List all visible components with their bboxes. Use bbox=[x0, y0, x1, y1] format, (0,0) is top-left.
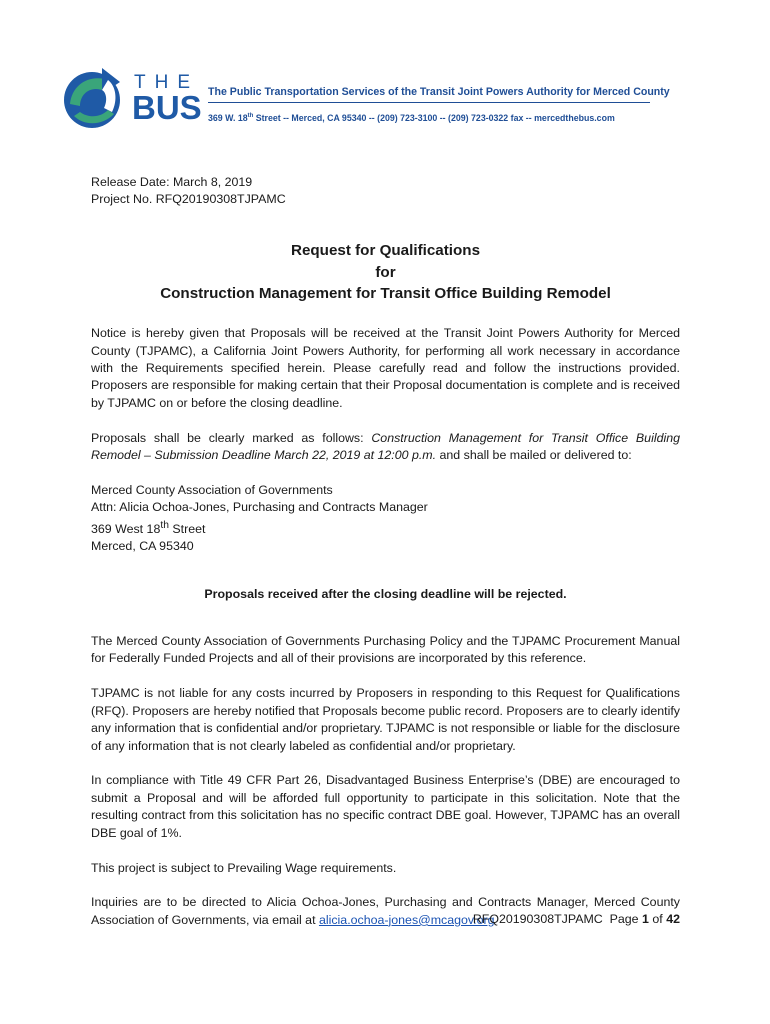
address-city: Merced, CA 95340 bbox=[91, 539, 194, 554]
letterhead-address bbox=[208, 113, 615, 123]
address-street-sup: th bbox=[160, 519, 169, 531]
page-footer bbox=[473, 912, 680, 926]
document-meta bbox=[91, 174, 680, 209]
address-org: Merced County Association of Governments bbox=[91, 483, 333, 498]
footer-doc-id: RFQ20190308TJPAMC bbox=[472, 912, 603, 926]
footer-page-total: 42 bbox=[666, 912, 680, 926]
policy-paragraph: The Merced County Association of Governments Purchasing Policy and the TJPAMC Procurement Manual for Federally Funded Projects and all of their provisions are incorporated by this reference. bbox=[91, 633, 680, 666]
title-line-1: Request for Qualifications bbox=[290, 241, 481, 259]
the-bus-logo bbox=[62, 60, 212, 132]
liability-paragraph: TJPAMC is not liable for any costs incurred by Proposers in responding to this Request for Qualifications (RFQ). Proposers are hereby notified that Proposals become public record. Proposers are to clearly identify any information that is confidential and/or proprietary. TJPAMC is not responsible or liable for the disclosure of any information that is not clearly labeled as confidential and/or proprietary. bbox=[91, 686, 680, 753]
footer-page-word: Page bbox=[609, 912, 639, 926]
inquiries-text: Inquiries are to be directed to Alicia Ochoa-Jones, Purchasing and Contracts Manager, Merced County Association of Governments, via email at bbox=[91, 895, 680, 927]
marking-outro: and shall be mailed or delivered to: bbox=[436, 448, 632, 463]
title-line-3: Construction Management for Transit Office Building Remodel bbox=[160, 285, 611, 303]
release-date: Release Date: March 8, 2019 bbox=[91, 175, 253, 189]
delivery-address bbox=[91, 482, 680, 556]
document-title bbox=[91, 240, 680, 305]
address-street-suffix: th bbox=[247, 113, 254, 120]
marking-label: Construction Management for Transit Office Building Remodel – Submission Deadline March 22, 2019 at 12:00 p.m. bbox=[91, 430, 680, 463]
contact-email-link[interactable]: alicia.ochoa-jones@mcagov.org bbox=[318, 912, 495, 927]
notice-paragraph: Notice is hereby given that Proposals will be received at the Transit Joint Powers Authority for Merced County (TJPAMC), a California Joint Powers Authority, for performing all work necessary in accordance with the Requirements specified herein. Please carefully read and follow the instructions provided. Proposers are responsible for making certain that their Proposal documentation is complete and is received by TJPAMC on or before the closing deadline. bbox=[91, 326, 680, 410]
project-number: Project No. RFQ20190308TJPAMC bbox=[91, 192, 286, 207]
deadline-warning: Proposals received after the closing deadline will be rejected. bbox=[204, 586, 567, 601]
marking-paragraph bbox=[91, 430, 680, 465]
footer-page-current: 1 bbox=[642, 912, 649, 926]
footer-of-word: of bbox=[652, 912, 663, 926]
address-street bbox=[91, 517, 680, 539]
logo-the-text: THE bbox=[134, 72, 199, 93]
bus-logo-icon bbox=[62, 64, 134, 132]
address-street-post: Street bbox=[168, 521, 206, 536]
document-body bbox=[91, 174, 680, 929]
address-details: Street -- Merced, CA 95340 -- (209) 723-3100 -- (209) 723-0322 fax -- mercedthebus.com bbox=[253, 113, 615, 123]
letterhead-tagline: The Public Transportation Services of the Transit Joint Powers Authority for Merced County bbox=[208, 86, 670, 98]
marking-intro: Proposals shall be clearly marked as follows: bbox=[91, 430, 372, 445]
dbe-paragraph: In compliance with Title 49 CFR Part 26, Disadvantaged Business Enterprise’s (DBE) are encouraged to submit a Proposal and will be afforded full opportunity to participate in this solicitation. Note that the resulting contract from this solicitation has no specific contract DBE goal. However, TJPAMC has an overall DBE goal of 1%. bbox=[91, 773, 680, 840]
letterhead-divider bbox=[208, 102, 650, 103]
letterhead bbox=[62, 60, 670, 132]
address-attn: Attn: Alicia Ochoa-Jones, Purchasing and Contracts Manager bbox=[91, 500, 428, 515]
address-street-number: 369 W. 18 bbox=[208, 113, 248, 123]
title-line-2: for bbox=[375, 263, 396, 281]
logo-bus-text: BUS bbox=[132, 89, 202, 126]
address-street-pre: 369 West 18 bbox=[91, 521, 161, 536]
prevailing-wage-paragraph: This project is subject to Prevailing Wage requirements. bbox=[91, 860, 397, 875]
